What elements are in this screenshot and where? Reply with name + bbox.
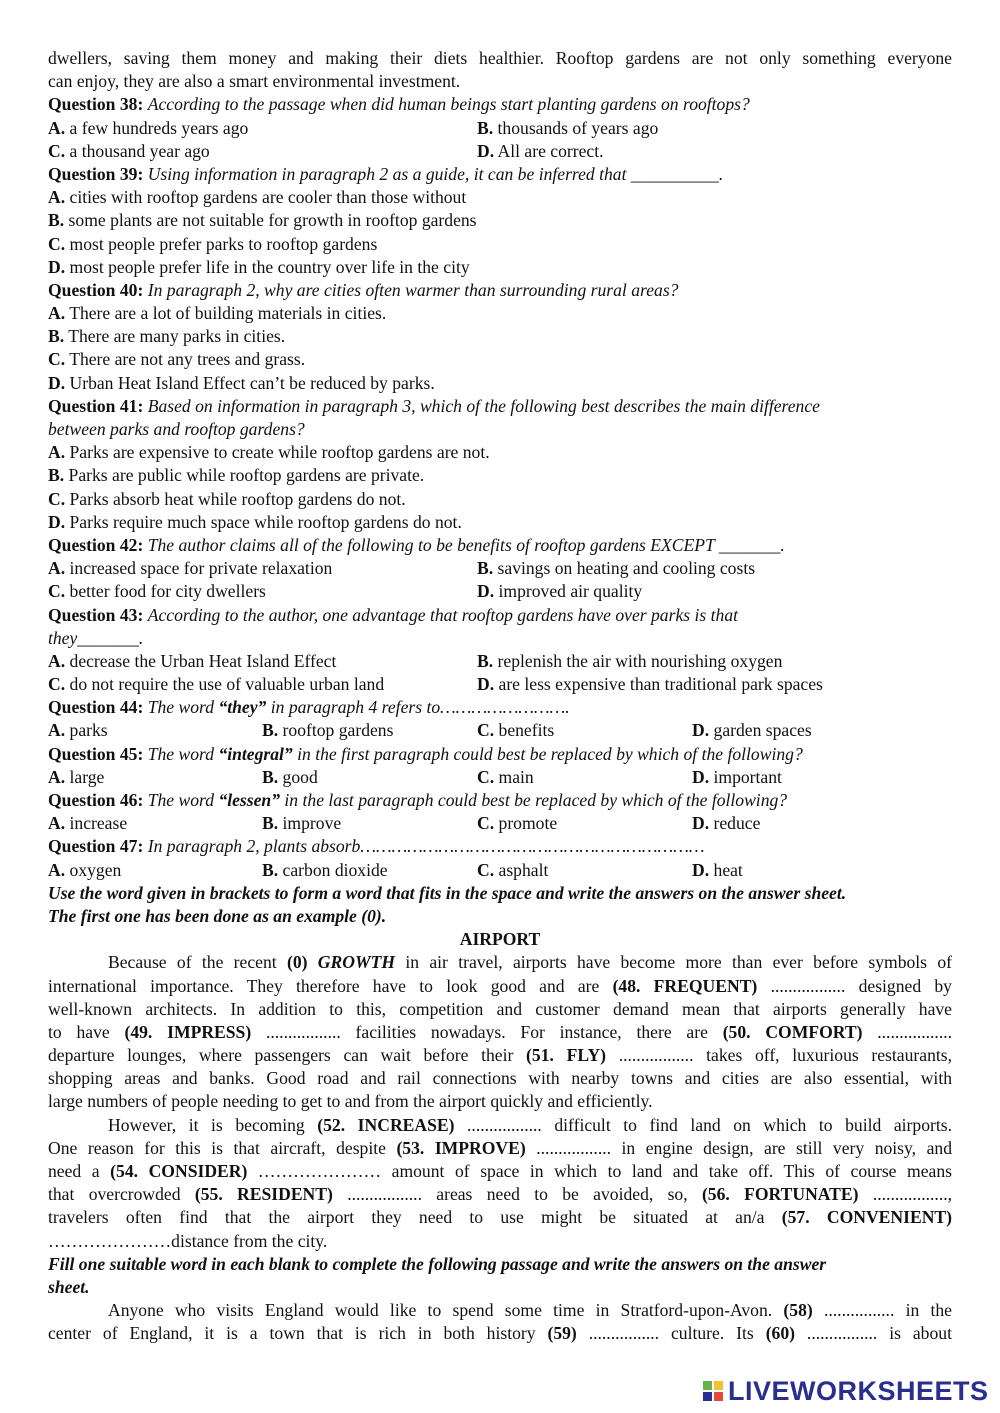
option-a[interactable]: A. large [48,766,105,787]
logo-text: LIVEWORKSHEETS [728,1375,989,1406]
options-row [48,650,952,673]
intro-line [48,47,952,70]
option-a[interactable]: A. oxygen [48,859,122,880]
intro-text: dwellers, saving them money and making their diets healthier. Rooftop gardens are not only something everyone [48,48,952,68]
option-b[interactable]: B. good [262,766,318,787]
section-instruction: Fill one suitable word in each blank to complete the following passage and write the answers on the answer [48,1253,827,1274]
question-stem: According to the author, one advantage that rooftop gardens have over parks is that [147,604,739,625]
question-43 [48,604,952,627]
question-label: Question 47: [48,836,144,857]
question-stem: Based on information in paragraph 3, which of the following best describes the main difference [147,395,820,416]
passage-line: Anyone who visits England would like to spend some time in Stratford-upon-Avon. (58) ................ in the [108,1300,952,1321]
question-stem: The word [147,743,215,764]
blank-50[interactable]: (50. COMFORT) [722,1021,863,1042]
question-keyword: “integral” [218,743,293,764]
worksheet-page [48,47,952,1346]
question-47 [48,835,952,858]
options-row [48,766,952,789]
option-b[interactable]: B. carbon dioxide [262,859,388,880]
question-45 [48,743,952,766]
question-stem: According to the passage when did human beings start planting gardens on rooftops? [147,94,750,115]
question-keyword: “they” [218,697,267,718]
passage-line: large numbers of people needing to get to and from the airport quickly and efficiently. [48,1091,653,1112]
section-instruction: sheet. [48,1276,90,1297]
option-c[interactable]: C. most people prefer parks to rooftop gardens [48,233,378,254]
option-c[interactable]: C. main [477,766,534,787]
option-c[interactable]: C. Parks absorb heat while rooftop gardens do not. [48,488,406,509]
passage-line: to have (49. IMPRESS) ................. facilities nowadays. For instance, there are (50. COMFORT) ................. [48,1021,953,1042]
intro-text: can enjoy, they are also a smart environmental investment. [48,71,461,92]
option-d[interactable]: D. heat [692,859,743,880]
blank-53[interactable]: (53. IMPROVE) [396,1137,526,1158]
blank-49[interactable]: (49. IMPRESS) [124,1021,252,1042]
question-stem: The word [147,697,215,718]
question-stem: The word [147,790,215,810]
option-b[interactable]: B. rooftop gardens [262,720,394,741]
option-b[interactable]: B. improve [262,813,342,834]
option-d[interactable]: D. improved air quality [477,581,643,602]
option-a[interactable]: A. cities with rooftop gardens are cooler than those without [48,187,467,208]
blank-60[interactable]: (60) [765,1323,795,1344]
option-b[interactable]: B. savings on heating and cooling costs [477,558,756,579]
question-stem: In paragraph 2, plants absorb………………………………………………………… [147,836,705,857]
question-label: Question 45: [48,743,144,764]
option-a[interactable]: A. There are a lot of building materials in cities. [48,303,387,324]
passage-line: departure lounges, where passengers can wait before their (51. FLY) ................. takes off, luxurious restaurants, [48,1045,952,1066]
options-row [48,557,952,580]
question-keyword: “lessen” [218,790,281,810]
question-stem-continued: they_______. [48,627,144,648]
option-c[interactable]: C. asphalt [477,859,549,880]
question-stem: in the last paragraph could best be replaced by which of the following? [284,790,788,810]
blank-52[interactable]: (52. INCREASE) [317,1114,455,1135]
option-d[interactable]: D. reduce [692,813,761,834]
option-c[interactable]: C. promote [477,813,558,834]
blank-56[interactable]: (56. FORTUNATE) [701,1184,859,1205]
option-d[interactable]: D. garden spaces [692,720,812,741]
section-instruction: Use the word given in brackets to form a word that fits in the space and write the answers on the answer sheet. [48,882,847,903]
passage-line: well-known architects. In addition to this, competition and customer demand mean that airports generally have [48,998,952,1019]
question-39 [48,163,952,186]
option-c[interactable]: C. do not require the use of valuable urban land [48,674,385,695]
passage-line: need a (54. CONSIDER) ………………… amount of space in which to land and take off. This of course means [48,1161,952,1181]
blank-54[interactable]: (54. CONSIDER) [110,1161,248,1181]
passage-line: that overcrowded (55. RESIDENT) ................. areas need to be avoided, so, (56. FORTUNATE) ................., [48,1184,953,1205]
passage-line: Because of the recent (0) GROWTH in air travel, airports have become more than ever before symbols of [108,952,952,973]
option-c[interactable]: C. benefits [477,720,555,741]
passage-line: …………………distance from the city. [48,1230,328,1251]
option-d[interactable]: D. are less expensive than traditional park spaces [477,674,823,695]
question-40 [48,279,952,302]
liveworksheets-logo-icon [702,1380,724,1402]
option-a[interactable]: A. parks [48,720,108,741]
option-c[interactable]: C. There are not any trees and grass. [48,349,306,370]
option-d[interactable]: D. important [692,766,782,787]
question-label: Question 43: [48,604,144,625]
options-row [48,673,952,696]
question-38 [48,93,952,116]
passage-line: shopping areas and banks. Good road and rail connections with nearby towns and cities are also essential, with [48,1068,952,1089]
options-row [48,117,952,140]
question-label: Question 46: [48,790,144,810]
passage-line: center of England, it is a town that is rich in both history (59) ................ culture. Its (60) ................ is about [48,1323,952,1344]
question-stem: in the first paragraph could best be replaced by which of the following? [297,743,803,764]
passage-title: AIRPORT [459,929,541,950]
passage-line: One reason for this is that aircraft, despite (53. IMPROVE) ................. in engine design, are still very noisy, and [48,1137,953,1158]
passage-line: However, it is becoming (52. INCREASE) ................. difficult to find land on which to build airports. [108,1114,952,1135]
intro-line [48,70,952,93]
option-a[interactable]: A. a few hundreds years ago [48,117,249,138]
option-c[interactable]: C. a thousand year ago [48,140,210,161]
question-stem: In paragraph 2, why are cities often warmer than surrounding rural areas? [147,279,679,300]
question-stem: in paragraph 4 refers to……………………. [270,697,570,718]
option-c[interactable]: C. better food for city dwellers [48,581,266,602]
blank-48[interactable]: (48. FREQUENT) [612,975,758,996]
question-label: Question 38: [48,94,144,115]
option-d[interactable]: D. All are correct. [477,140,604,161]
question-stem: The author claims all of the following to be benefits of rooftop gardens EXCEPT _______. [147,534,785,555]
question-label: Question 39: [48,163,144,184]
options-row [48,580,952,603]
question-label: Question 41: [48,395,144,416]
question-stem: Using information in paragraph 2 as a guide, it can be inferred that __________. [147,163,724,184]
blank-59[interactable]: (59) [547,1323,577,1344]
passage-line: travelers often find that the airport they need to use might be situated at an/a (57. CONVENIENT) [48,1207,952,1228]
options-row [48,859,952,882]
question-41 [48,395,952,418]
question-label: Question 44: [48,697,144,718]
question-46 [48,789,952,812]
option-b[interactable]: B. replenish the air with nourishing oxygen [477,650,783,671]
blank-51[interactable]: (51. FLY) [526,1045,607,1066]
section-instruction: The first one has been done as an example (0). [48,905,387,926]
option-a[interactable]: A. decrease the Urban Heat Island Effect [48,650,337,671]
options-row [48,719,952,742]
options-row [48,140,952,163]
option-d[interactable]: D. most people prefer life in the country over life in the city [48,256,470,277]
option-b[interactable]: B. There are many parks in cities. [48,326,286,347]
blank-57[interactable]: (57. CONVENIENT) [781,1207,952,1228]
question-44 [48,696,952,719]
question-42 [48,534,952,557]
passage-line: international importance. They therefore have to look good and are (48. FREQUENT) ................. designed by [48,975,952,996]
option-d[interactable]: D. Urban Heat Island Effect can’t be reduced by parks. [48,372,435,393]
option-b[interactable]: B. Parks are public while rooftop gardens are private. [48,465,425,486]
question-label: Question 40: [48,279,144,300]
option-a[interactable]: A. increase [48,813,128,834]
blank-55[interactable]: (55. RESIDENT) [194,1184,333,1205]
options-row [48,812,952,835]
blank-58[interactable]: (58) [783,1300,813,1321]
option-a[interactable]: A. Parks are expensive to create while rooftop gardens are not. [48,442,490,463]
option-b[interactable]: B. thousands of years ago [477,117,659,138]
question-stem-continued: between parks and rooftop gardens? [48,419,305,439]
liveworksheets-logo [702,1377,992,1405]
option-b[interactable]: B. some plants are not suitable for growth in rooftop gardens [48,210,477,231]
option-a[interactable]: A. increased space for private relaxation [48,558,333,579]
question-label: Question 42: [48,534,144,555]
option-d[interactable]: D. Parks require much space while rooftop gardens do not. [48,511,462,532]
